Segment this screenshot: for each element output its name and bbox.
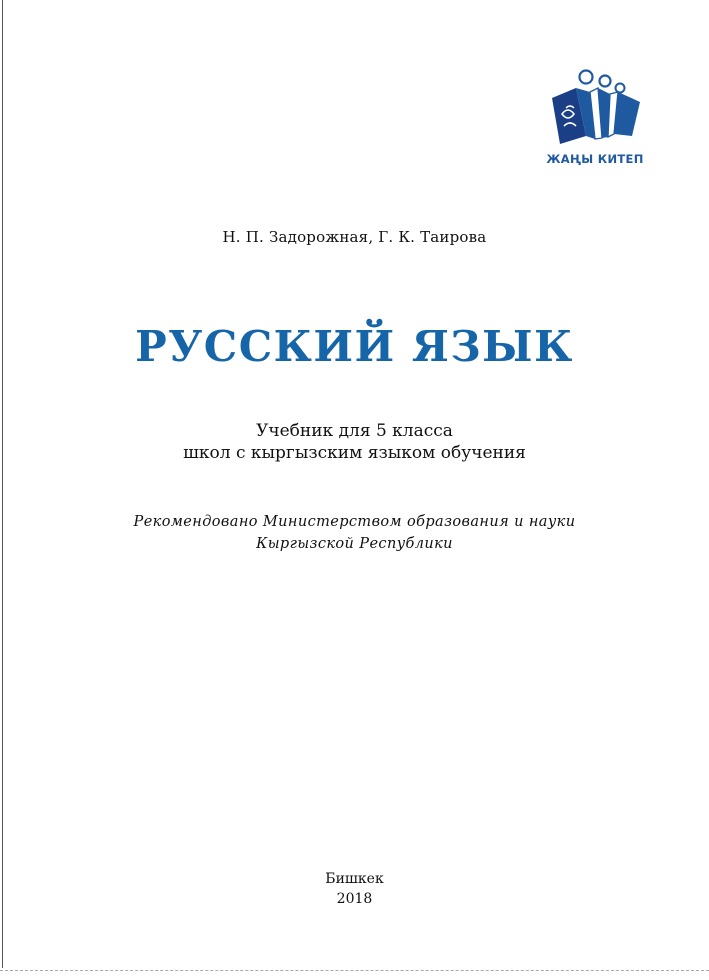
publisher-logo (540, 64, 650, 174)
imprint-city: Бишкек (325, 871, 384, 887)
book-authors: Н. П. Задорожная, Г. К. Таирова (222, 228, 487, 246)
imprint-year: 2018 (336, 891, 373, 907)
imprint (0, 869, 709, 909)
recommendation-line-2: Кыргызской Республики (256, 536, 453, 552)
book-title: РУССКИЙ ЯЗЫК (135, 322, 574, 371)
subtitle-line-1: Учебник для 5 класса (256, 421, 453, 441)
book-subtitle (0, 420, 709, 464)
recommendation-note (0, 511, 709, 555)
publisher-logo-text: ЖАҢЫ КИТЕП (546, 152, 644, 166)
recommendation-line-1: Рекомендовано Министерством образования и науки (133, 514, 576, 530)
subtitle-line-2: школ с кыргызским языком обучения (183, 443, 526, 463)
publisher-logo-icon (540, 64, 650, 156)
page-bottom-edge (0, 970, 709, 971)
page-left-edge (2, 0, 3, 968)
